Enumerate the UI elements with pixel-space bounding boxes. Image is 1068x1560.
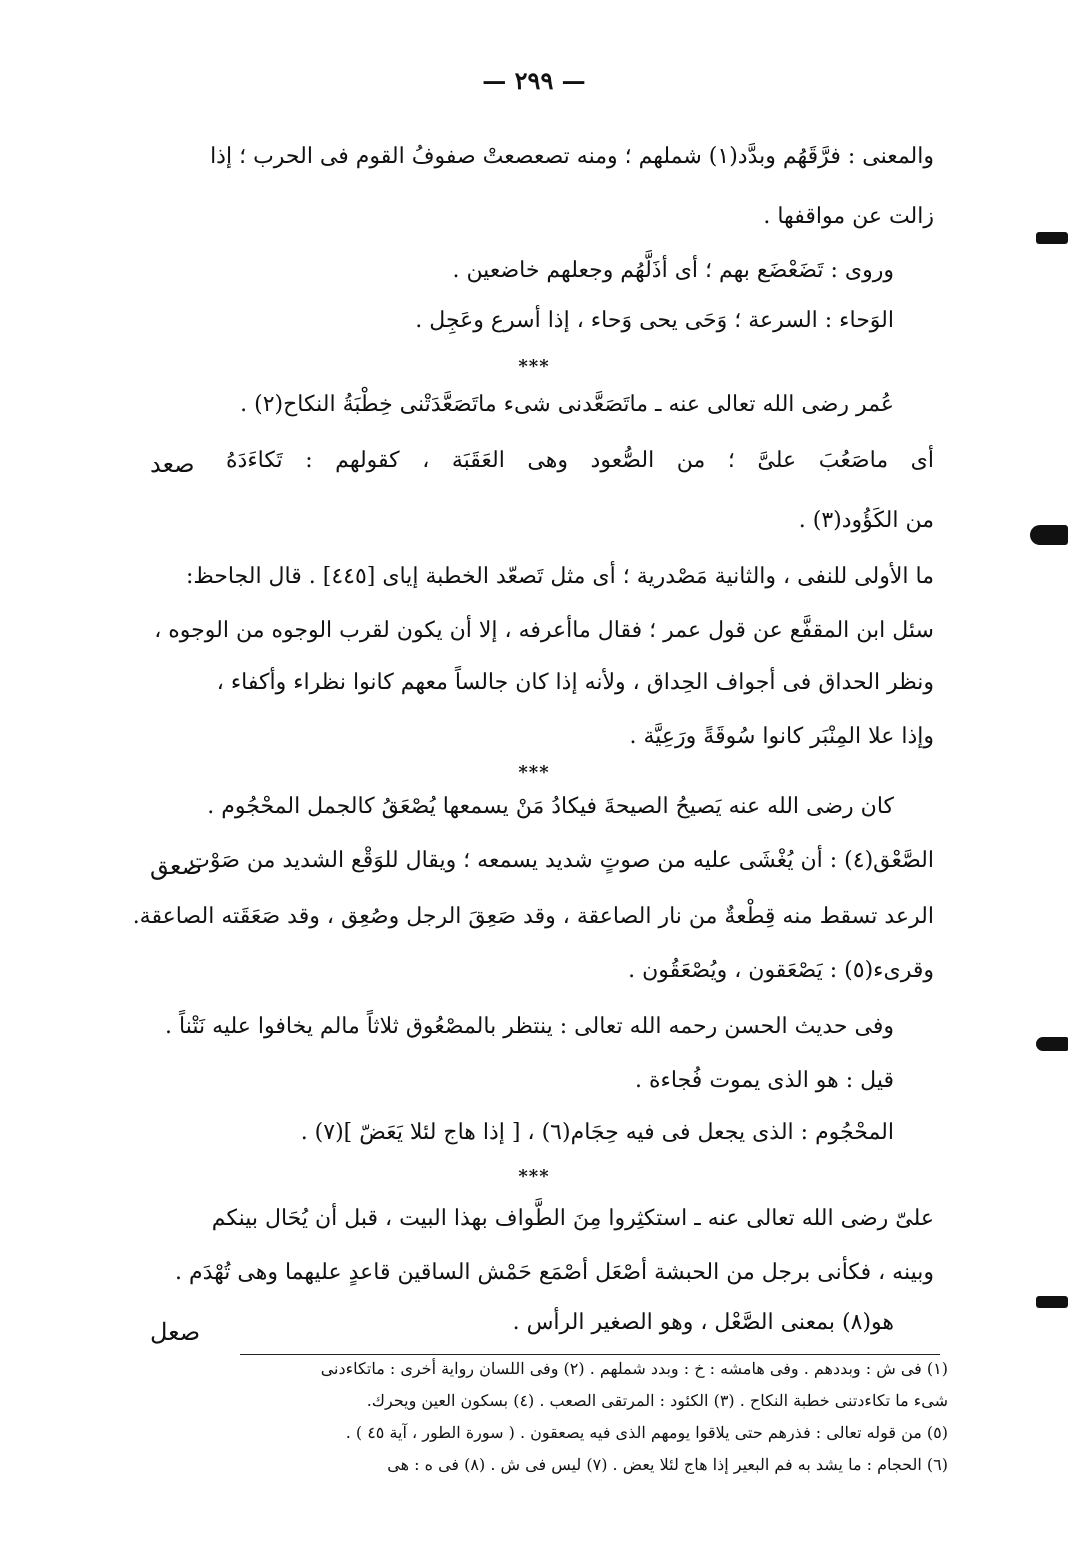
body-line-20: وبينه ، فكأنى برجل من الحبشة أصْعَل أصْمَع حَمْش الساقين قاعدٍ عليهما وهى تُهْدَم . [175,1260,934,1285]
body-line-6: أى ماصَعُبَ علىَّ ؛ من الصُّعود وهى العَقَبَة ، كقولهم : تَكاءَدَهُ [226,448,934,473]
body-line-18: المحْجُوم : الذى يجعل فى فيه حِجَام(٦) ، [ إذا هاج لئلا يَعَضّ ](٧) . [300,1120,894,1145]
section-separator-1: *** [518,356,550,377]
body-line-5: عُمر رضى الله تعالى عنه ـ ماتَصَعَّدنى شىء ماتَصَعَّدَتْنى خِطْبَةُ النكاح(٢) . [240,392,894,417]
page-edge-mark [1036,232,1068,244]
body-line-21: هو(٨) بمعنى الصَّعْل ، وهو الصغير الرأس . [512,1310,894,1335]
margin-root-word-1: صعد [150,450,195,478]
body-line-19: علىّ رضى الله تعالى عنه ـ استكثِروا مِنَ الطَّواف بهذا البيت ، قبل أن يُحَال بينكم [211,1206,934,1231]
footnote-line-4: (٦) الحجام : ما يشد به فم البعير إذا هاج لئلا يعض . (٧) ليس فى ش . (٨) فى ه : هى [387,1455,948,1474]
body-line-11: وإذا علا المِنْبَر كانوا سُوقَةً ورَعِيَّة . [629,724,934,749]
body-line-17: قيل : هو الذى يموت فُجاءة . [635,1068,894,1093]
section-separator-3: *** [518,1166,550,1187]
body-line-8: ما الأولى للنفى ، والثانية مَصْدرية ؛ أى مثل تَصعّد الخطبة إياى [٤٤٥] . قال الجاحظ: [185,564,934,589]
body-line-14: الرعد تسقط منه قِطْعةٌ من نار الصاعقة ، وقد صَعِقَ الرجل وصُعِق ، وقد صَعَقَته الصاعقة. [132,904,934,929]
footnote-divider [240,1354,940,1355]
body-line-10: ونظر الحداق فى أجواف الحِداق ، ولأنه إذا كان جالساً معهم كانوا نظراء وأكفاء ، [216,670,934,695]
page-edge-mark [1036,1037,1068,1051]
page-edge-mark [1030,525,1068,545]
section-separator-2: *** [518,762,550,783]
body-line-7: من الكَؤُود(٣) . [798,508,934,533]
footnote-line-1: (١) فى ش : وبددهم . وفى هامشه : خ : وبدد شملهم . (٢) وفى اللسان رواية أخرى : ماتكاءدنى [320,1359,948,1378]
page-edge-mark [1036,1296,1068,1308]
margin-root-word-2: صعق [150,852,202,880]
page-number: — ٢٩٩ — [482,66,586,95]
body-line-4: الوَحاء : السرعة ؛ وَحَى يحى وَحاء ، إذا أسرع وعَجِل . [415,308,894,333]
main-text [132,0,934,1340]
body-line-9: سئل ابن المقفَّع عن قول عمر ؛ فقال ماأعرفه ، إلا أن يكون لقرب الوجوه من الوجوه ، [154,618,934,643]
body-line-3: وروى : تَضَعْضَع بهم ؛ أى أذَلَّهُم وجعلهم خاضعين . [452,258,894,283]
footnote-line-2: شىء ما تكاءدتنى خطبة النكاح . (٣) الكئود : المرتقى الصعب . (٤) بسكون العين ويحرك. [366,1391,948,1410]
body-line-12: كان رضى الله عنه يَصيحُ الصيحةَ فيكادُ مَنْ يسمعها يُصْعَقُ كالجمل المحْجُوم . [207,794,894,819]
body-line-1: والمعنى : فرَّقَهُم وبدَّد(١) شملهم ؛ ومنه تصعصعتْ صفوفُ القوم فى الحرب ؛ إذا [210,144,934,169]
margin-root-word-3: صعل [150,1318,201,1346]
body-line-2: زالت عن مواقفها . [763,204,934,229]
body-line-13: الصَّعْق(٤) : أن يُغْشَى عليه من صوتٍ شديد يسمعه ؛ ويقال للوَقْع الشديد من صَوْت [189,848,934,873]
body-line-16: وفى حديث الحسن رحمه الله تعالى : ينتظر بالمصْعُوق ثلاثاً مالم يخافوا عليه نَتْناً . [165,1014,894,1039]
body-line-15: وقرىء(٥) : يَصْعَقون ، ويُصْعَقُون . [628,958,934,983]
footnote-line-3: (٥) من قوله تعالى : فذرهم حتى يلاقوا يومهم الذى فيه يصعقون . ( سورة الطور ، آية ٤٥ ) . [345,1423,948,1442]
